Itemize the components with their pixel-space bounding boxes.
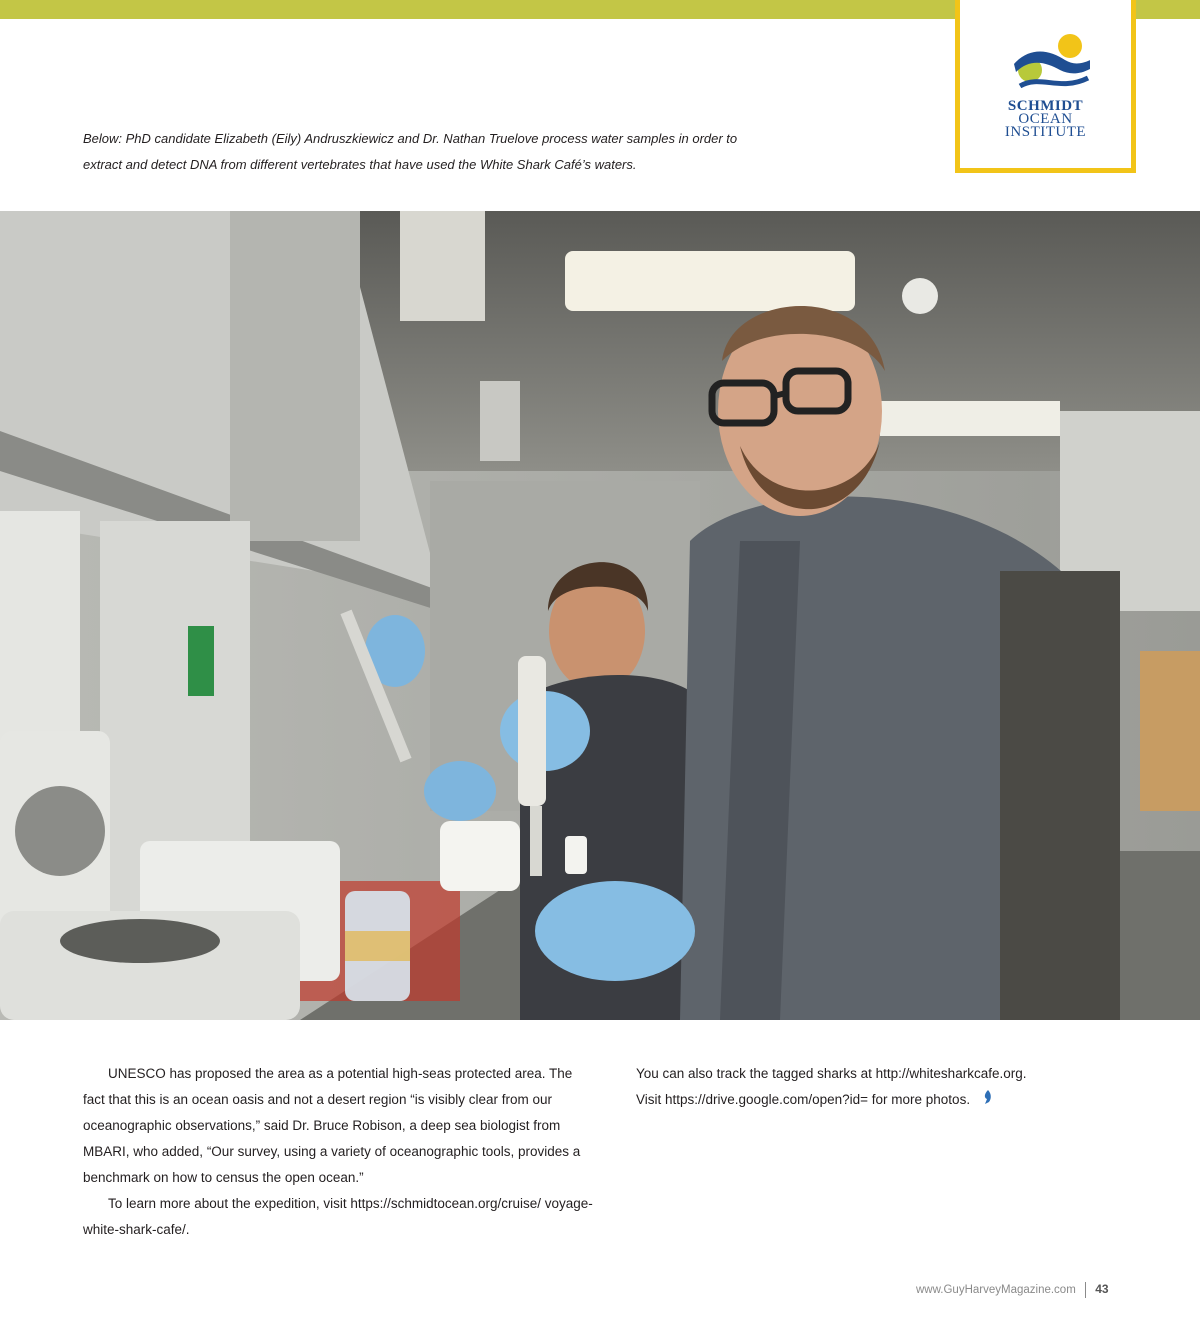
- body-column-right: [636, 1061, 1096, 1113]
- logo-line-schmidt: SCHMIDT: [1007, 98, 1084, 114]
- caption-line-2: extract and detect DNA from different vertebrates that have used the White Shark Café’s waters.: [83, 157, 637, 172]
- caption-line-1: Below: PhD candidate Elizabeth (Eily) Andruszkiewicz and Dr. Nathan Truelove process water samples in order to: [83, 131, 738, 146]
- lab-photo-illustration: [0, 211, 1200, 1020]
- lab-photo: [0, 211, 1200, 1020]
- logo-line-institute: INSTITUTE: [1004, 124, 1087, 140]
- body-line-photos: Visit https://drive.google.com/open?id= for more photos.: [636, 1092, 971, 1107]
- end-mark-icon: [982, 1087, 994, 1113]
- schmidt-ocean-logo-icon: [1010, 30, 1090, 98]
- body-paragraph-learn-more: To learn more about the expedition, visit https://schmidtocean.org/cruise/ voyage-white-shark-cafe/.: [83, 1196, 593, 1237]
- footer-divider: [1085, 1282, 1086, 1298]
- body-column-left: [83, 1061, 595, 1243]
- footer-site: www.GuyHarveyMagazine.com: [916, 1284, 1076, 1297]
- body-line-photos-wrap: [636, 1087, 1096, 1113]
- schmidt-ocean-logo: [955, 0, 1136, 173]
- photo-caption: [83, 126, 783, 178]
- body-line-track-sharks: You can also track the tagged sharks at http://whitesharkcafe.org.: [636, 1066, 1027, 1081]
- page-number: 43: [1095, 1282, 1109, 1297]
- logo-line-ocean: OCEAN: [1018, 111, 1073, 127]
- body-paragraph-unesco: UNESCO has proposed the area as a potential high-seas protected area. The fact that this is an ocean oasis and not a desert region “is visibly clear from our oceanographic observations,” said Dr. Bruce Robison, a deep sea biologist from MBARI, who added, “Our survey, using a variety of oceanographic tools, provides a benchmark on how to census the open ocean.”: [83, 1066, 581, 1185]
- page-footer: [916, 1282, 1156, 1302]
